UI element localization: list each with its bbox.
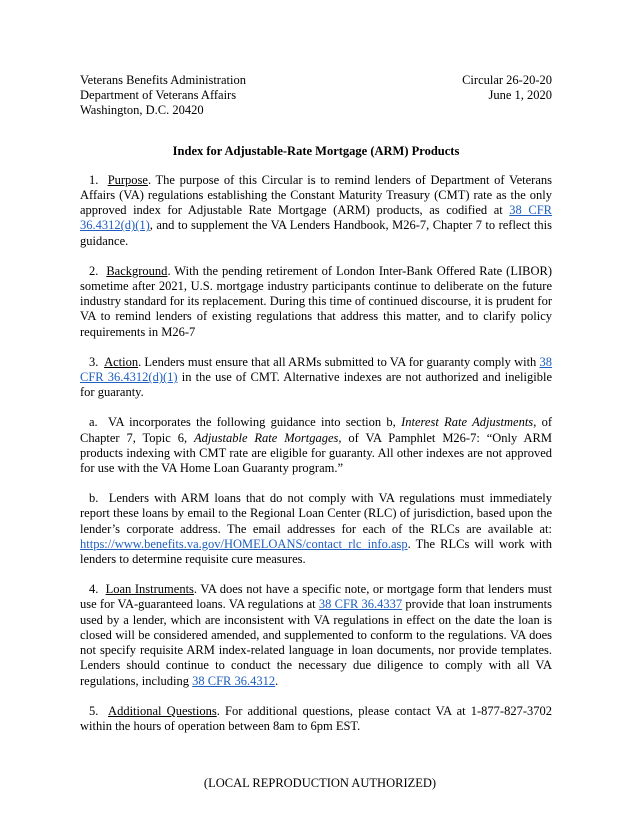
italic-text: Interest Rate Adjustments [401,415,534,430]
paragraph-text: . The purpose of this Circular is to remind lenders of Department of Veterans Affairs (VA) regulations establishing the Constant Maturity Treasury (CMT) rate as the only approved index for Adjustable Rate Mortgage (ARM) products, as codified at [80,172,552,218]
letterhead-right [462,73,552,119]
paragraph-text: . [275,673,279,688]
paragraph-text: provide that loan instruments used by a lender, which are inconsistent with VA regulations in effect on the date the loan is closed will be considered amended, and supplemented to conform to the regulations. VA does not specify requisite ARM index-related language in loan documents, nor provide templates. Lenders should continue to conduct the necessary due diligence to comply with all VA regulations, including [80,597,552,688]
section-heading: Loan Instruments [105,582,194,597]
section-heading: Additional Questions [108,703,217,718]
paragraph-text: , of Chapter 7, Topic 6, [80,415,553,445]
paragraph-background [80,264,552,340]
paragraph-text: in the use of CMT. Alternative indexes are not authorized and ineligible for guaranty. [80,370,552,400]
paragraph-text: . With the pending retirement of London Inter-Bank Offered Rate (LIBOR) sometime after 2021, U.S. mortgage industry participants continue to deliberate on the future industry standard for its replacement. During this time of continued discourse, it is prudent for VA to remind lenders of existing regulations that address this matter, and to clarify policy requirements in M26-7 [80,263,553,339]
italic-text: Adjustable Rate Mortgages, [194,430,342,445]
paragraph-text: VA incorporates the following guidance into section b, [108,415,402,430]
paragraph-loan-instruments [80,582,552,688]
paragraph-number: 2. [89,263,99,278]
rlc-contact-link[interactable]: https://www.benefits.va.gov/HOMELOANS/contact_rlc_info.asp [80,536,408,551]
page-title: Index for Adjustable-Rate Mortgage (ARM) Products [172,143,460,158]
cfr-link[interactable]: 38 CFR 36.4312 [192,673,276,688]
section-heading: Background [106,263,168,278]
footer-note: (LOCAL REPRODUCTION AUTHORIZED) [203,776,437,790]
paragraph-text: . The RLCs will work with lenders to determine requisite cure measures. [80,536,552,567]
document-page [80,73,552,749]
subparagraph-a [80,415,552,476]
circular-date: June 1, 2020 [488,88,552,103]
paragraph-number: 4. [89,582,99,597]
paragraph-number: 1. [89,172,99,187]
letterhead [80,73,552,119]
paragraph-additional-questions [80,704,552,734]
cfr-link[interactable]: 38 CFR 36.4312(d)(1) [80,354,552,385]
paragraph-text: . For additional questions, please contact VA at 1-877-827-3702 within the hours of operation between 8am to 6pm EST. [80,703,553,733]
paragraph-text: Lenders with ARM loans that do not comply with VA regulations must immediately report these loans by email to the Regional Loan Center (RLC) of jurisdiction, based upon the lender’s corporate address. The email addresses for each of the RLCs are available at: [80,491,553,536]
circular-number: Circular 26-20-20 [462,73,552,87]
paragraph-number: 5. [89,703,99,718]
agency-name: Veterans Benefits Administration [80,73,246,87]
cfr-link[interactable]: 38 CFR 36.4337 [318,597,403,612]
paragraph-text: of VA Pamphlet M26-7: “Only ARM products indexing with CMT rate are eligible for guaranty. All other indexes are not approved for use with the VA Home Loan Guaranty program.” [80,430,552,476]
subparagraph-label: a. [89,415,98,430]
paragraph-number: 3. [89,354,99,369]
subparagraph-label: b. [89,491,99,506]
paragraph-action [80,355,552,401]
cfr-link[interactable]: 38 CFR 36.4312(d)(1) [80,203,552,233]
subparagraph-b [80,491,552,567]
letterhead-left [80,73,246,119]
department-name: Department of Veterans Affairs [80,88,237,103]
paragraph-text: . VA does not have a specific note, or mortgage form that lenders must use for VA-guaranteed loans. VA regulations at [80,582,553,612]
paragraph-text: . Lenders must ensure that all ARMs submitted to VA for guaranty comply with [138,354,540,369]
address: Washington, D.C. 20420 [80,103,204,118]
section-heading: Action [104,354,139,369]
paragraph-text: , and to supplement the VA Lenders Handbook, M26-7, Chapter 7 to reflect this guidance. [80,218,552,248]
paragraph-purpose [80,173,552,249]
section-heading: Purpose [107,172,148,187]
